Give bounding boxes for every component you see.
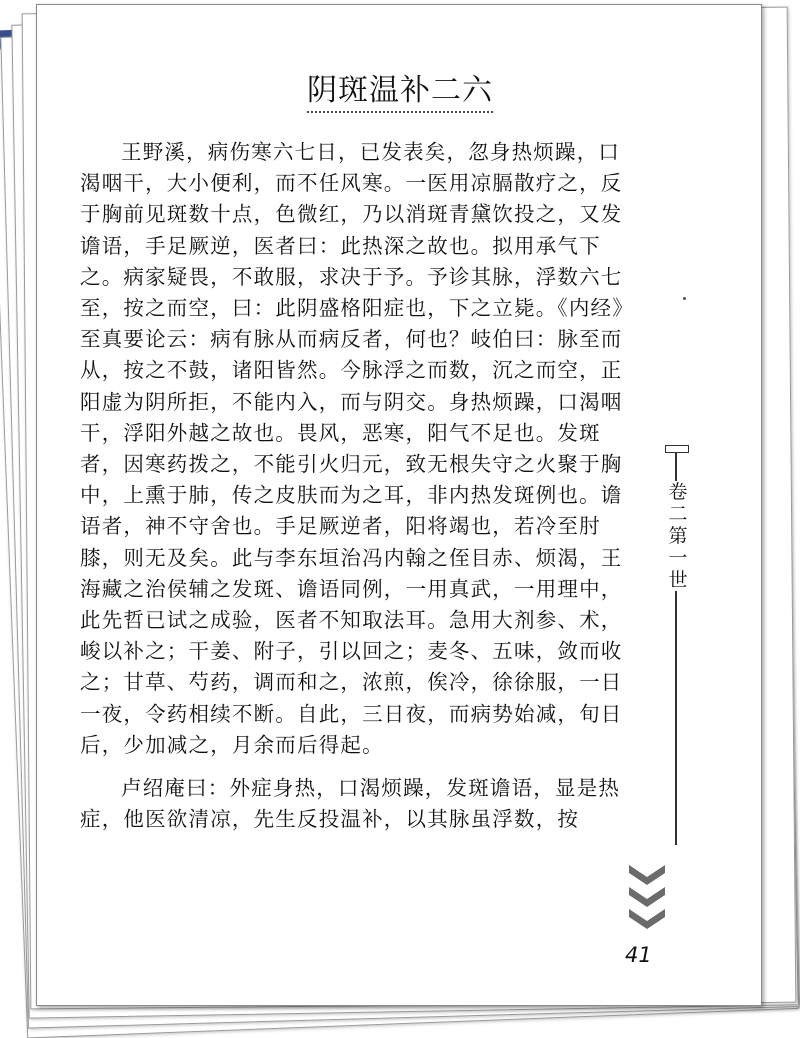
book-page xyxy=(36,4,762,1006)
volume-chapter-label: 卷二第一世 xyxy=(668,481,688,591)
side-rail-cap xyxy=(665,445,689,453)
triple-chevron-down-icon xyxy=(627,863,667,931)
paragraph-commentary: 卢绍庵曰：外症身热，口渴烦躁，发斑谵语，显是热症，他医欲清凉，先生反投温补，以其脉虽浮数，按 xyxy=(80,776,621,832)
paragraph-case-record: 王野溪，病伤寒六七日，已发表矣，忽身热烦躁，口渴咽干，大小便利，而不任风寒。一医用凉膈散疗之，反于胸前见斑数十点，色微红，乃以消斑青黛饮投之，又发谵语，手足厥逆，医者曰：此热深之故也。拟用承气下之。病家疑畏，不敢服，求决于予。予诊其脉，浮数六七至，按之而空，曰：此阴盛格阳症也，下之立毙。《内经》至真要论云：病有脉从而病反者，何也？岐伯曰：脉至而从，按之不鼓，诸阳皆然。今脉浮之而数，沉之而空，正阳虚为阴所拒，不能内入，而与阴交。身热烦躁，口渴咽干，浮阳外越之故也。畏风，恶寒，阳气不足也。发斑者，因寒药拨之，不能引火归元，致无根失守之火聚于胸中，上熏于肺，传之皮肤而为之耳，非内热发斑例也。谵语者，神不守舍也。手足厥逆者，阳将竭也，若冷至肘膝，则无及矣。此与李东垣治冯内翰之侄目赤、烦渴，王海藏之治侯辅之发斑、谵语同例，一用真武，一用理中，此先哲已试之成验，医者不知取法耳。急用大剂参、术，峻以补之；干姜、附子，引以回之；麦冬、五味，敛而收之；甘草、芍药，调而和之，浓煎，俟冷，徐徐服，一日一夜，令药相续不断。自此，三日夜，而病势始减，旬日后，少加减之，月余而后得起。 xyxy=(80,140,634,757)
page-title: 阴斑温补二六 xyxy=(307,65,493,113)
margin-dot xyxy=(683,297,686,300)
body-text xyxy=(80,137,640,835)
page-number: 41 xyxy=(625,943,652,967)
